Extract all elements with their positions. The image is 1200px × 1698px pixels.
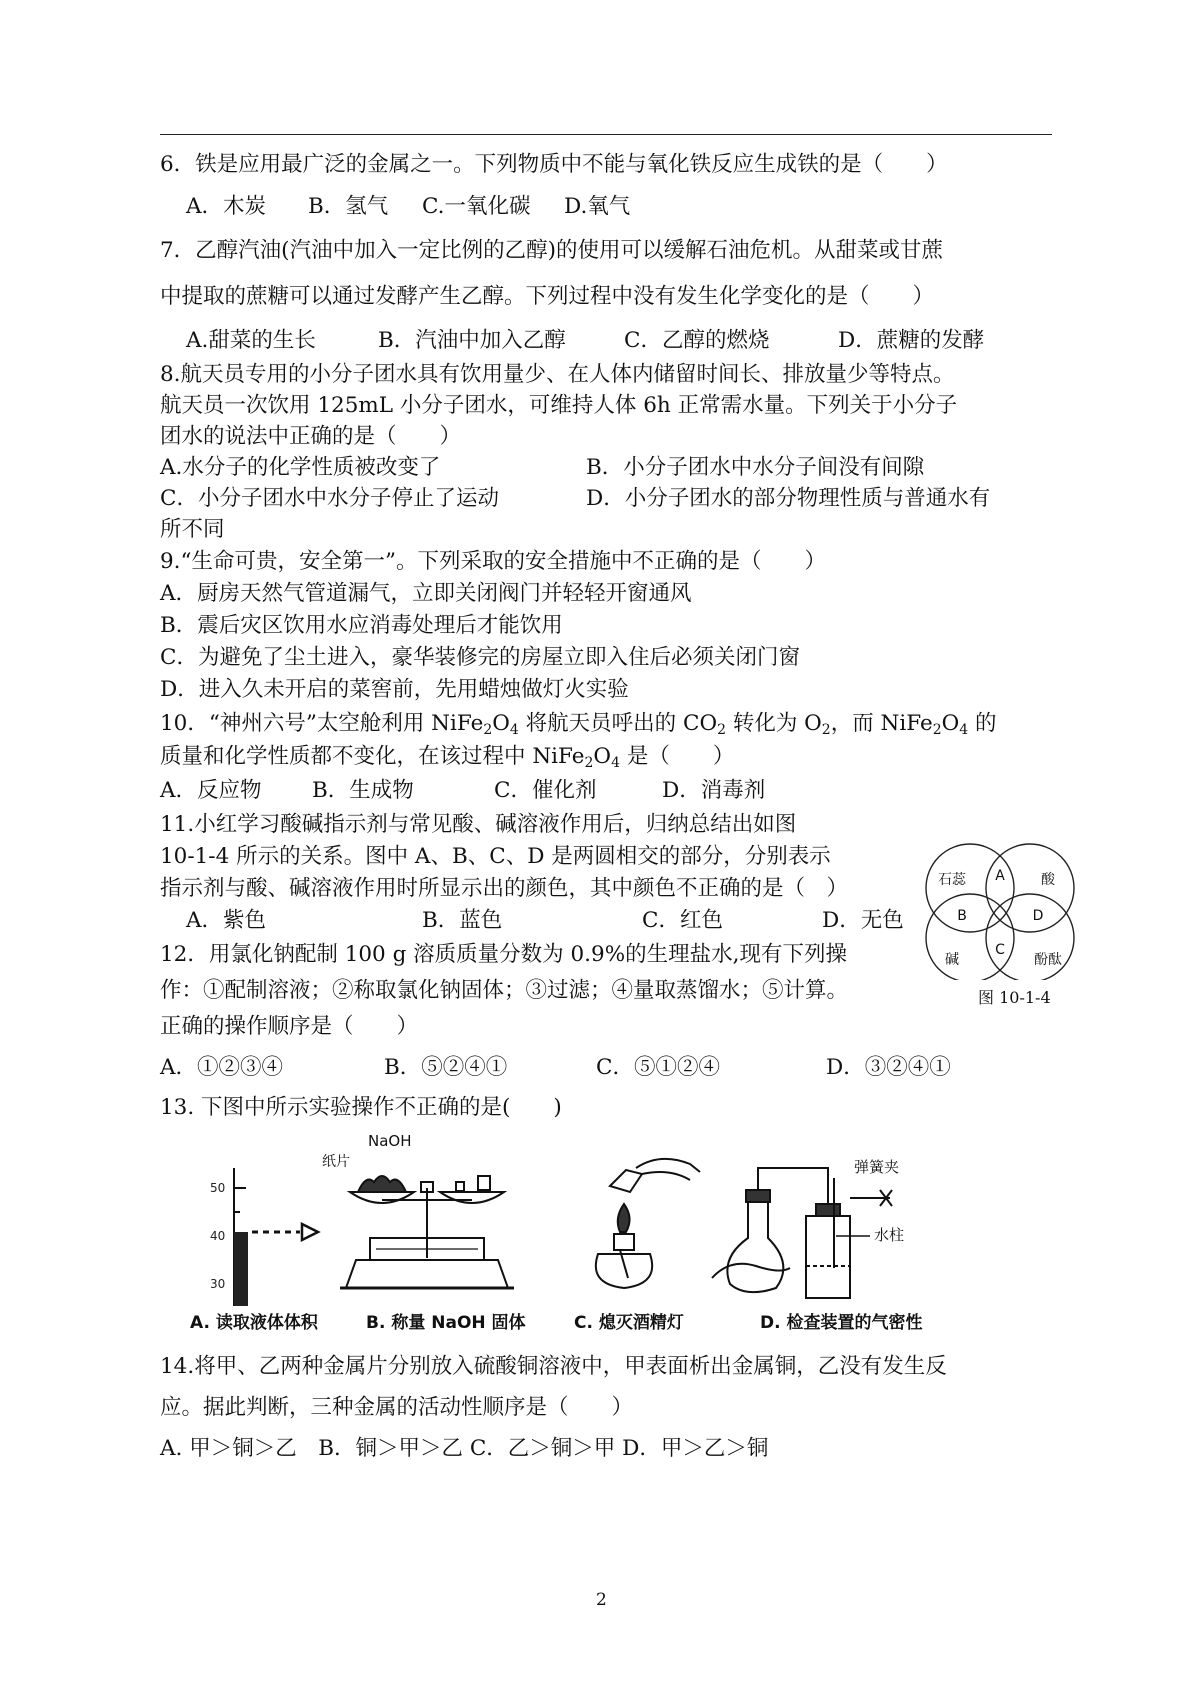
q10-option-d: D．消毒剂 bbox=[662, 778, 766, 803]
q8-stem-line1: 8.航天员专用的小分子团水具有饮用量少、在人体内储留时间长、排放量少等特点。 bbox=[160, 362, 955, 387]
q12-option-d: D．③②④① bbox=[826, 1055, 951, 1080]
panel-c-lamp bbox=[596, 1159, 700, 1288]
q7-option-a: A.甜菜的生长 bbox=[186, 328, 316, 353]
venn-region-d: D bbox=[1032, 908, 1044, 924]
q8-stem-line2: 航天员一次饮用 125mL 小分子团水，可维持人体 6h 正常需水量。下列关于小分子 bbox=[160, 393, 958, 418]
panel-a-cylinder bbox=[234, 1168, 318, 1306]
q14-stem-line2: 应。据此判断，三种金属的活动性顺序是（ ） bbox=[160, 1395, 634, 1420]
q8-stem-line3: 团水的说法中正确的是（ ） bbox=[160, 424, 462, 449]
q7-stem-line1: 7．乙醇汽油(汽油中加入一定比例的乙醇)的使用可以缓解石油危机。从甜菜或甘蔗 bbox=[160, 238, 943, 263]
venn-region-a: A bbox=[995, 868, 1005, 884]
q9-option-c: C．为避免了尘土进入，豪华装修完的房屋立即入住后必须关闭门窗 bbox=[160, 645, 800, 670]
q12-stem-line2: 作：①配制溶液；②称取氯化钠固体；③过滤；④量取蒸馏水；⑤计算。 bbox=[160, 978, 849, 1003]
q12-stem-line1: 12．用氯化钠配制 100 g 溶质质量分数为 0.9%的生理盐水,现有下列操 bbox=[160, 942, 847, 967]
indicator-venn-diagram bbox=[920, 840, 1080, 980]
q8-option-a: A.水分子的化学性质被改变了 bbox=[160, 455, 441, 480]
caption-d: D. 检查装置的气密性 bbox=[760, 1313, 923, 1333]
venn-circle-acid bbox=[986, 844, 1074, 932]
venn-label-base: 碱 bbox=[945, 952, 959, 968]
q13-stem: 13. 下图中所示实验操作不正确的是( ) bbox=[160, 1095, 562, 1120]
panel-d-airtight bbox=[712, 1168, 892, 1298]
q6-option-b: B．氢气 bbox=[308, 194, 389, 219]
q12-option-a: A．①②③④ bbox=[160, 1055, 284, 1080]
venn-caption: 图 10-1-4 bbox=[978, 988, 1051, 1007]
q10-stem-line2: 质量和化学性质都不变化，在该过程中 $NiFe_2O_4$ 是（ ） bbox=[160, 744, 735, 771]
q6-option-a: A．木炭 bbox=[186, 194, 267, 219]
q11-stem-line3: 指示剂与酸、碱溶液作用时所显示出的颜色，其中颜色不正确的是（ ） bbox=[160, 876, 849, 901]
q10-option-b: B．生成物 bbox=[312, 778, 414, 803]
q12-option-c: C．⑤①②④ bbox=[596, 1055, 720, 1080]
q8-option-d-line2: 所不同 bbox=[160, 517, 225, 542]
q7-option-c: C．乙醇的燃烧 bbox=[624, 328, 770, 353]
q14-stem-line1: 14.将甲、乙两种金属片分别放入硫酸铜溶液中，甲表面析出金属铜，乙没有发生反 bbox=[160, 1354, 947, 1379]
experiment-operations-figure bbox=[190, 1128, 990, 1338]
panel-b-balance bbox=[322, 1132, 514, 1288]
q12-option-b: B．⑤②④① bbox=[384, 1055, 508, 1080]
venn-region-c: C bbox=[995, 942, 1005, 958]
q6-stem: 6．铁是应用最广泛的金属之一。下列物质中不能与氧化铁反应生成铁的是（ ） bbox=[160, 152, 948, 177]
q7-stem-line2: 中提取的蔗糖可以通过发酵产生乙醇。下列过程中没有发生化学变化的是（ ） bbox=[160, 284, 935, 309]
label-naoh: NaOH bbox=[368, 1132, 412, 1150]
label-spring-clamp: 弹簧夹 bbox=[854, 1158, 900, 1176]
q11-stem-line1: 11.小红学习酸碱指示剂与常见酸、碱溶液作用后，归纳总结出如图 bbox=[160, 812, 797, 837]
q7-option-b: B．汽油中加入乙醇 bbox=[378, 328, 566, 353]
q6-option-c: C.一氧化碳 bbox=[422, 194, 531, 219]
q11-stem-line2: 10-1-4 所示的关系。图中 A、B、C、D 是两圆相交的部分，分别表示 bbox=[160, 844, 831, 869]
venn-label-acid: 酸 bbox=[1041, 872, 1055, 888]
q7-option-d: D．蔗糖的发酵 bbox=[838, 328, 985, 353]
caption-c: C. 熄灭酒精灯 bbox=[574, 1313, 684, 1333]
q11-option-b: B．蓝色 bbox=[422, 908, 503, 933]
q10-option-c: C．催化剂 bbox=[494, 778, 597, 803]
q11-option-d: D．无色 bbox=[822, 908, 904, 933]
q9-option-a: A．厨房天然气管道漏气，立即关闭阀门并轻轻开窗通风 bbox=[160, 581, 692, 606]
venn-region-b: B bbox=[957, 908, 967, 924]
cylinder-mark-30: 30 bbox=[210, 1277, 226, 1291]
cylinder-mark-40: 40 bbox=[210, 1229, 226, 1243]
q8-option-c: C．小分子团水中水分子停止了运动 bbox=[160, 486, 499, 511]
label-paper: 纸片 bbox=[322, 1154, 350, 1170]
q10-option-a: A．反应物 bbox=[160, 778, 262, 803]
caption-a: A. 读取液体体积 bbox=[190, 1313, 318, 1333]
q10-stem-line1: 10．“神州六号”太空舱利用 $NiFe_2O_4$ 将航天员呼出的 $CO_2$ 转化为 $O_2$，而 $NiFe_2O_4$ 的 bbox=[160, 711, 997, 738]
q6-option-d: D.氧气 bbox=[564, 194, 631, 219]
cylinder-scale-marks bbox=[210, 1181, 225, 1291]
q9-stem: 9.“生命可贵，安全第一”。下列采取的安全措施中不正确的是（ ） bbox=[160, 549, 826, 574]
venn-circle-litmus bbox=[926, 844, 1014, 932]
q8-option-b: B．小分子团水中水分子间没有间隙 bbox=[586, 455, 925, 480]
q12-stem-line3: 正确的操作顺序是（ ） bbox=[160, 1014, 419, 1039]
q11-option-c: C．红色 bbox=[642, 908, 723, 933]
page-number: 2 bbox=[596, 1590, 607, 1610]
q14-options: A. 甲＞铜＞乙 B．铜＞甲＞乙 C．乙＞铜＞甲 D．甲＞乙＞铜 bbox=[160, 1436, 769, 1461]
cylinder-mark-50: 50 bbox=[210, 1181, 226, 1195]
label-water-column: 水柱 bbox=[874, 1226, 905, 1244]
caption-b: B. 称量 NaOH 固体 bbox=[366, 1313, 526, 1333]
q9-option-d: D．进入久未开启的菜窖前，先用蜡烛做灯火实验 bbox=[160, 677, 629, 702]
q9-option-b: B．震后灾区饮用水应消毒处理后才能饮用 bbox=[160, 613, 563, 638]
header-rule bbox=[160, 134, 1052, 135]
venn-circle-base bbox=[926, 894, 1014, 980]
q11-option-a: A．紫色 bbox=[186, 908, 267, 933]
q8-option-d-line1: D．小分子团水的部分物理性质与普通水有 bbox=[586, 486, 991, 511]
venn-label-litmus: 石蕊 bbox=[938, 872, 966, 888]
venn-label-phenolphthalein: 酚酞 bbox=[1034, 952, 1062, 968]
